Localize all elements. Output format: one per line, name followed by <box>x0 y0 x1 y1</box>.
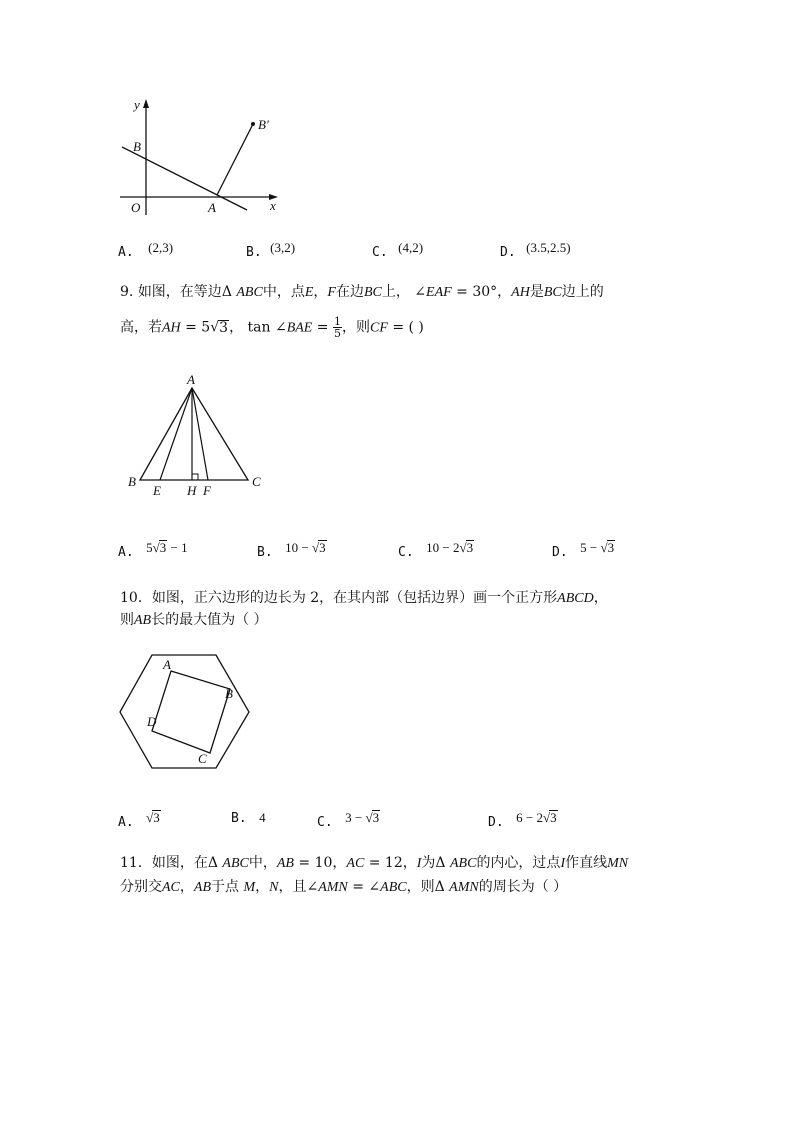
q10-option-b[interactable]: B. 4 <box>231 810 266 826</box>
q9-point-f-label: F <box>203 483 211 498</box>
q10-hexagon-figure <box>116 650 256 775</box>
q10-option-a[interactable]: A. √3 <box>118 810 160 830</box>
q11-stem-line-2: 分别交AC，AB于点 M，N，且∠AMN = ∠ABC，则Δ AMN的周长为（ ） <box>120 879 568 895</box>
q9-option-d[interactable]: D. 5 − √3 <box>552 540 615 560</box>
q8-coordinate-figure <box>110 95 290 220</box>
q10-point-d-label: D <box>147 714 157 729</box>
q9-stem-line-1: 9. 如图，在等边Δ ABC中，点E，F在边BC上， ∠EAF = 30°，AH是BC边上的 <box>120 284 604 300</box>
q10-point-a-label: A <box>163 657 171 672</box>
q9-option-b[interactable]: B. 10 − √3 <box>257 540 326 560</box>
q9-stem-line-2: 高，若AH = 5√3， tan ∠BAE = $\frac{1}{5}$ ，则CF = ( ) <box>120 315 424 340</box>
q8-option-b[interactable]: B. (3,2) <box>246 240 296 260</box>
q8-origin-label: O <box>131 200 141 215</box>
q9-option-c[interactable]: C. 10 − 2√3 <box>398 540 474 560</box>
q9-triangle-figure <box>122 368 272 498</box>
q8-axis-x-label: x <box>270 198 276 213</box>
q9-point-e-label: E <box>153 483 161 498</box>
q9-point-b-label: B <box>128 474 136 489</box>
q9-point-c-label: C <box>252 474 261 489</box>
q8-point-a-label: A <box>208 200 216 215</box>
q10-point-b-label: B <box>225 686 233 701</box>
q8-point-b-label: B <box>133 139 141 154</box>
q9-point-h-label: H <box>187 483 197 498</box>
q8-point-bprime-label: B′ <box>258 117 269 132</box>
q9-point-a-label: A <box>187 372 195 387</box>
q10-option-d[interactable]: D. 6 − 2√3 <box>488 810 557 830</box>
q10-option-c[interactable]: C. 3 − √3 <box>317 810 380 830</box>
q8-option-d[interactable]: D. (3.5,2.5) <box>500 240 571 260</box>
q10-point-c-label: C <box>198 751 207 766</box>
q8-axis-y-label: y <box>134 97 140 112</box>
q11-stem-line-1: 11．如图，在Δ ABC中，AB = 10，AC = 12，I为Δ ABC的内心，过点I作直线MN <box>120 855 629 871</box>
q8-option-c[interactable]: C. (4,2) <box>372 240 424 260</box>
q10-stem-line-1: 10．如图，正六边形的边长为 2，在其内部（包括边界）画一个正方形ABCD， <box>120 590 608 606</box>
q8-option-a[interactable]: A. (2,3) <box>118 240 174 260</box>
q9-option-a[interactable]: A. 5√3 − 1 <box>118 540 188 560</box>
q10-stem-line-2: 则AB长的最大值为（ ） <box>120 612 268 628</box>
q9-fraction: $\frac{1}{5}$ <box>333 315 341 340</box>
